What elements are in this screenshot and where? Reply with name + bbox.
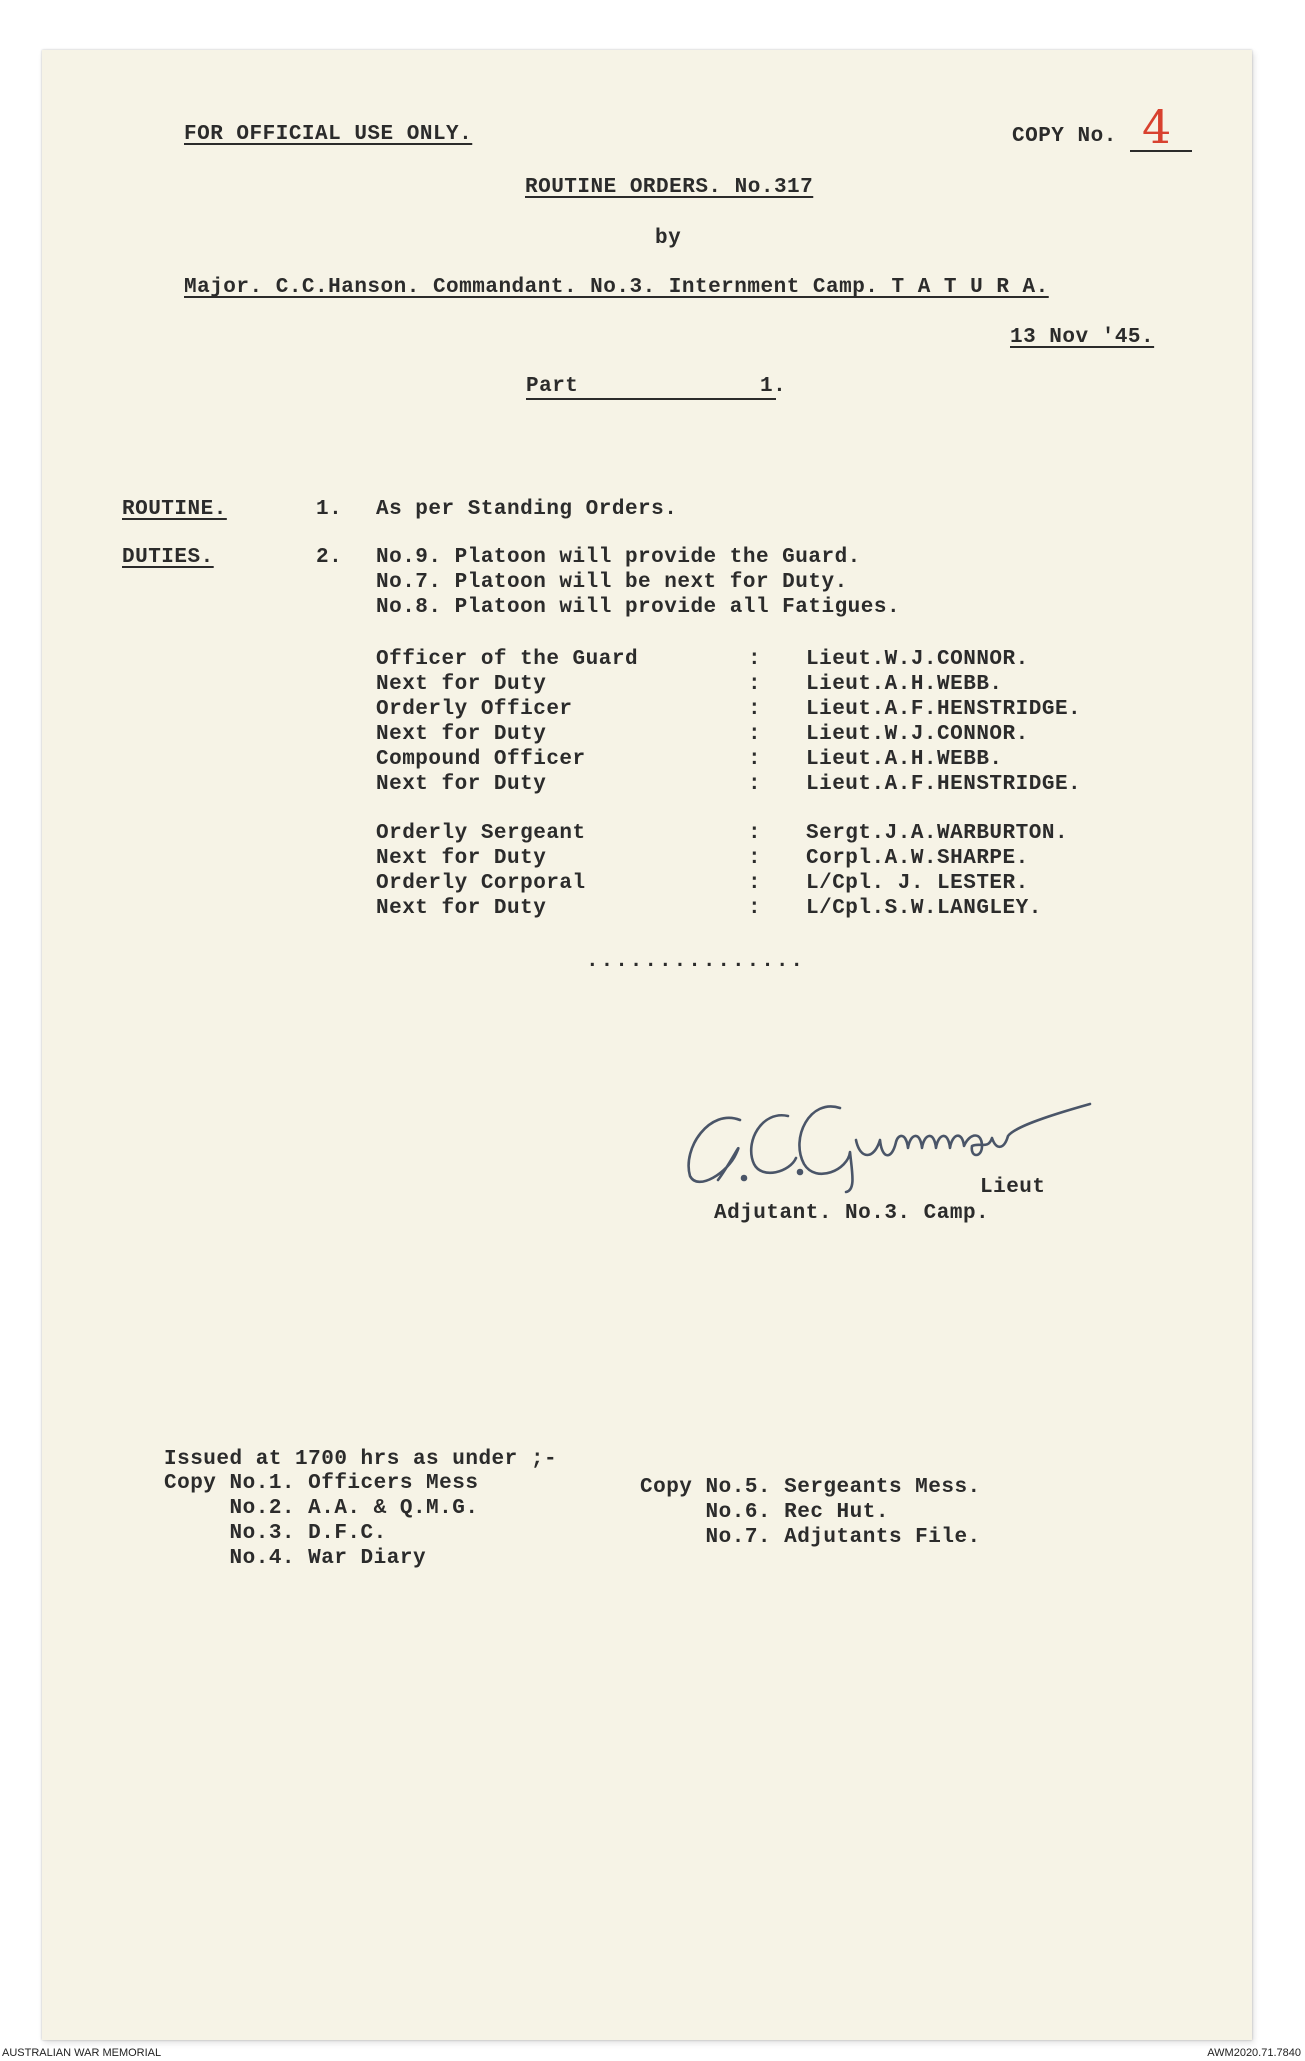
roster-separator: : (748, 698, 762, 721)
roster-role: Next for Duty (376, 723, 547, 746)
part-underline (526, 398, 776, 400)
roster-separator: : (748, 723, 762, 746)
signatory-title: Adjutant. No.3. Camp. (714, 1202, 990, 1225)
signatory-rank: Lieut (980, 1176, 1046, 1199)
roster-name: Lieut.A.H.WEBB. (806, 673, 1003, 696)
document-date: 13 Nov '45. (1010, 326, 1155, 349)
distribution-intro: Issued at 1700 hrs as under ;- (164, 1448, 558, 1471)
roster-name: Lieut.A.F.HENSTRIDGE. (806, 773, 1082, 796)
roster-role: Orderly Corporal (376, 872, 586, 895)
roster-name: Lieut.W.J.CONNOR. (806, 648, 1029, 671)
roster-role: Next for Duty (376, 673, 547, 696)
roster-role: Orderly Officer (376, 698, 573, 721)
roster-name: Corpl.A.W.SHARPE. (806, 847, 1029, 870)
archive-reference: AWM2020.71.7840 (1207, 2047, 1301, 2059)
duties-line: No.7. Platoon will be next for Duty. (376, 571, 848, 594)
routine-heading: ROUTINE. (122, 498, 227, 521)
roster-separator: : (748, 673, 762, 696)
archive-credit: AUSTRALIAN WAR MEMORIAL (2, 2047, 162, 2059)
by-line: by (655, 227, 682, 250)
distribution-item: No.4. War Diary (164, 1547, 427, 1570)
distribution-item: Copy No.1. Officers Mess (164, 1472, 479, 1495)
roster-role: Next for Duty (376, 847, 547, 870)
roster-separator: : (748, 748, 762, 771)
distribution-item: No.7. Adjutants File. (640, 1526, 981, 1549)
part-number: 1. (760, 375, 787, 398)
roster-separator: : (748, 822, 762, 845)
distribution-item: No.2. A.A. & Q.M.G. (164, 1497, 479, 1520)
duties-heading: DUTIES. (122, 546, 214, 569)
issuer-line: Major. C.C.Hanson. Commandant. No.3. Internment Camp. T A T U R A. (184, 276, 1049, 299)
roster-separator: : (748, 648, 762, 671)
roster-name: Lieut.A.H.WEBB. (806, 748, 1003, 771)
roster-separator: : (748, 847, 762, 870)
roster-separator: : (748, 872, 762, 895)
routine-text: As per Standing Orders. (376, 498, 678, 521)
roster-name: L/Cpl. J. LESTER. (806, 872, 1029, 895)
roster-role: Officer of the Guard (376, 648, 639, 671)
restriction-label: FOR OFFICIAL USE ONLY. (184, 123, 473, 146)
roster-name: Lieut.W.J.CONNOR. (806, 723, 1029, 746)
roster-role: Orderly Sergeant (376, 822, 586, 845)
distribution-item: No.3. D.F.C. (164, 1522, 387, 1545)
roster-name: Sergt.J.A.WARBURTON. (806, 822, 1069, 845)
roster-role: Compound Officer (376, 748, 586, 771)
document-title: ROUTINE ORDERS. No.317 (525, 176, 814, 199)
routine-number: 1. (316, 498, 343, 521)
roster-role: Next for Duty (376, 897, 547, 920)
part-label: Part (526, 375, 579, 398)
distribution-item: Copy No.5. Sergeants Mess. (640, 1476, 981, 1499)
roster-separator: : (748, 897, 762, 920)
copy-label: COPY No. (1012, 125, 1117, 148)
distribution-item: No.6. Rec Hut. (640, 1501, 889, 1524)
roster-name: L/Cpl.S.W.LANGLEY. (806, 897, 1042, 920)
roster-name: Lieut.A.F.HENSTRIDGE. (806, 698, 1082, 721)
duties-number: 2. (316, 546, 343, 569)
duties-line: No.8. Platoon will provide all Fatigues. (376, 596, 901, 619)
roster-separator: : (748, 773, 762, 796)
duties-line: No.9. Platoon will provide the Guard. (376, 546, 861, 569)
section-divider: ............... (586, 950, 806, 973)
copy-number: 4 (1142, 100, 1172, 154)
roster-role: Next for Duty (376, 773, 547, 796)
